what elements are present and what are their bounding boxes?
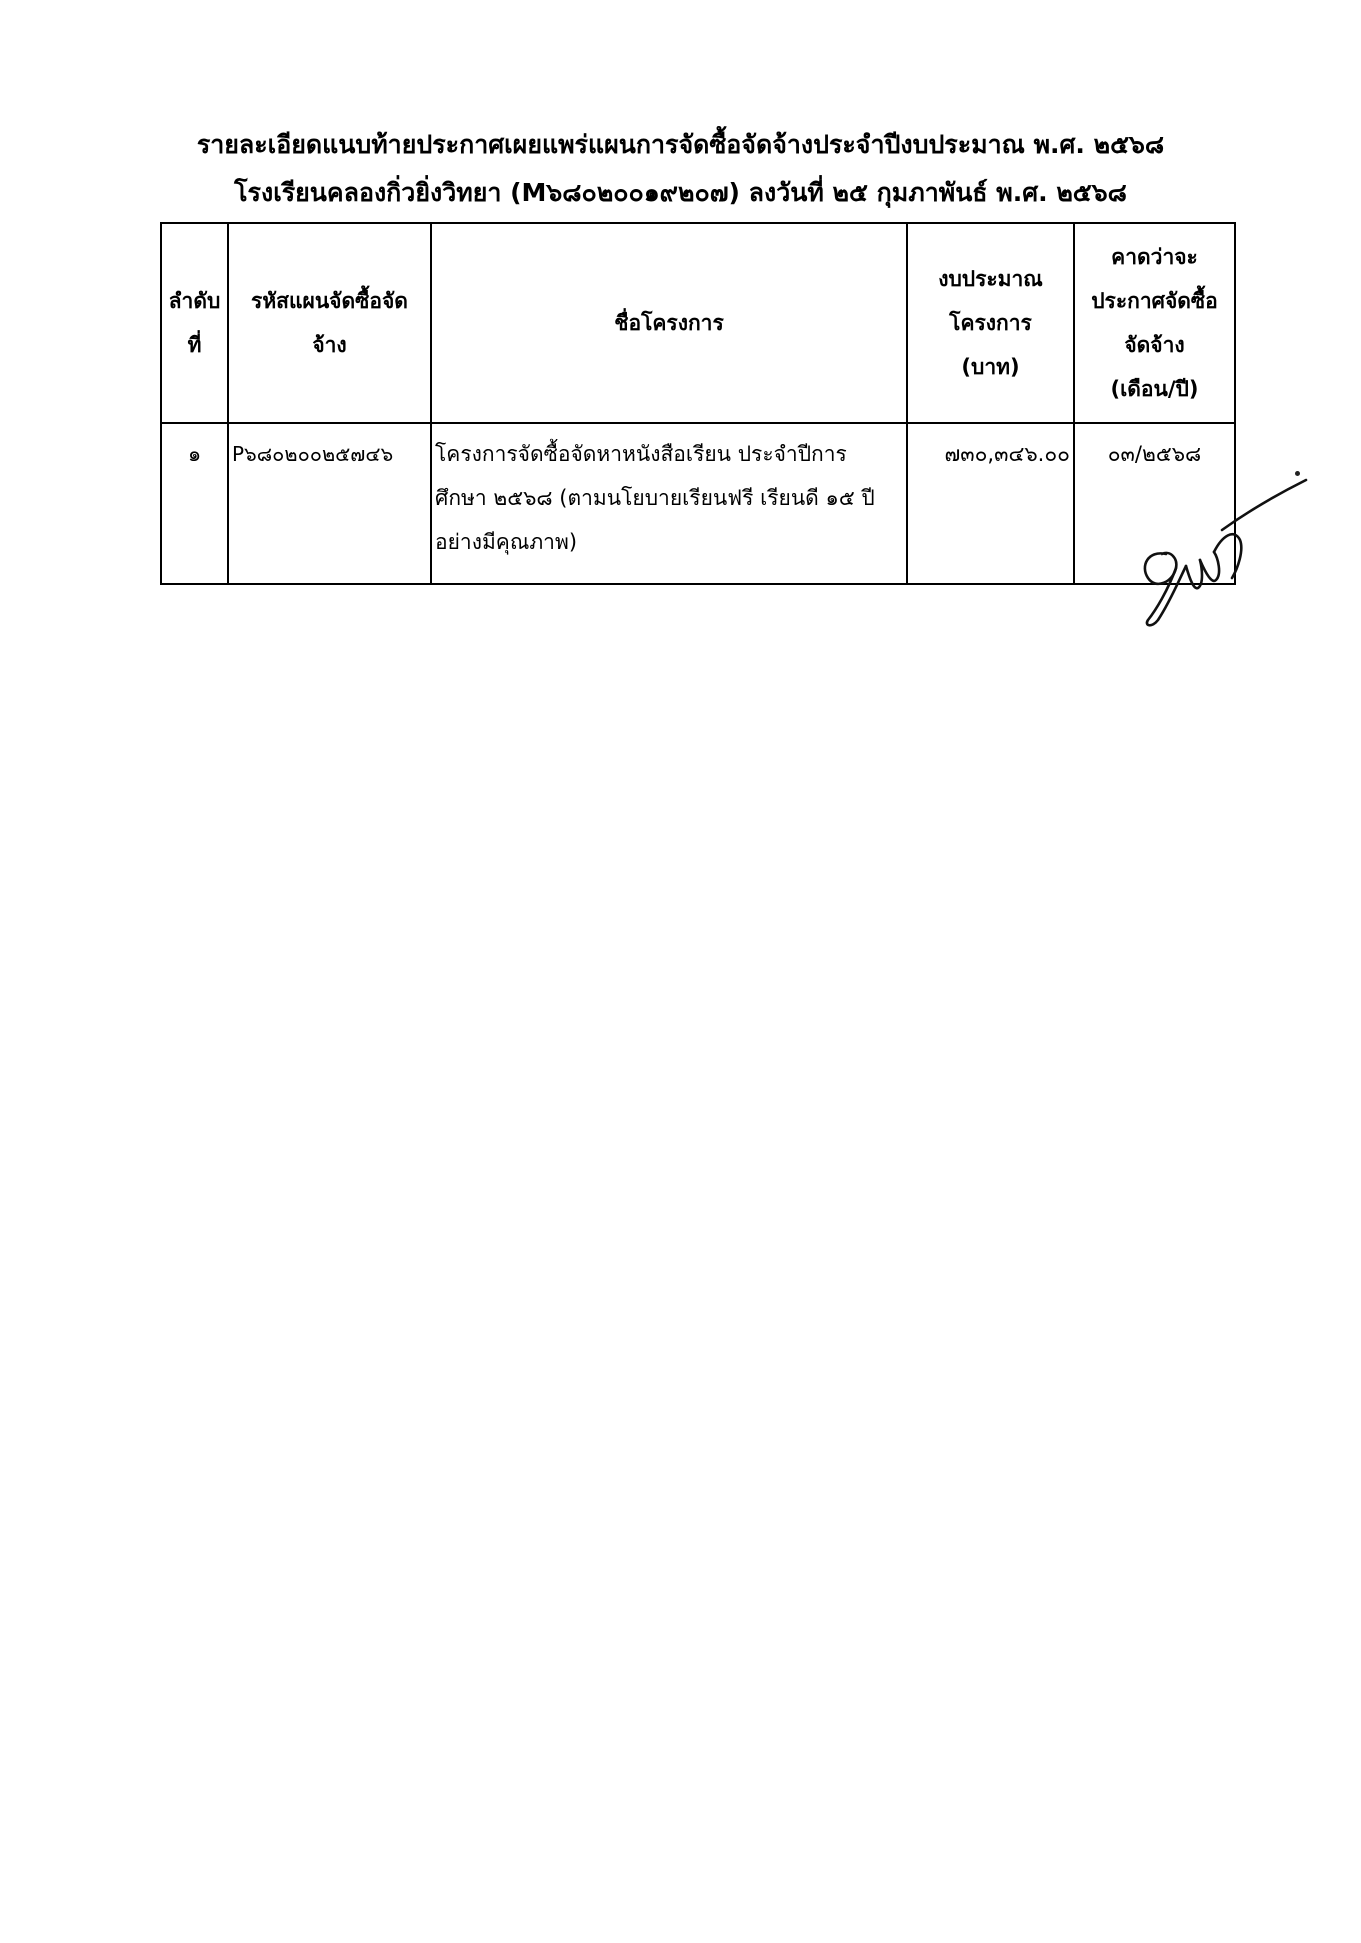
header-budget-line3: (บาท)	[961, 355, 1020, 379]
header-budget-line2: โครงการ	[949, 311, 1032, 335]
header-sequence-no-line1: ลำดับ	[168, 289, 221, 313]
header-expected-date-line2: ประกาศจัดซื้อ	[1091, 289, 1218, 313]
header-plan-code-line2: จ้าง	[312, 333, 347, 357]
document-title: รายละเอียดแนบท้ายประกาศเผยแพร่แผนการจัดซื้อจัดจ้างประจำปีงบประมาณ พ.ศ. ๒๕๖๘	[196, 130, 1165, 159]
header-plan-code-line1: รหัสแผนจัดซื้อจัด	[251, 289, 408, 313]
cell-project-name-line1: โครงการจัดซื้อจัดหาหนังสือเรียน ประจำปีการ	[435, 442, 847, 466]
cell-budget: ๗๓๐,๓๔๖.๐๐	[907, 423, 1074, 584]
header-sequence-no	[161, 223, 228, 423]
header-expected-date-line3: จัดจ้าง	[1124, 333, 1185, 357]
cell-project-name-line3: อย่างมีคุณภาพ)	[435, 530, 578, 554]
scan-speck	[1295, 471, 1300, 476]
header-sequence-no-line2: ที่	[187, 333, 202, 357]
document-subtitle: โรงเรียนคลองกิ่วยิ่งวิทยา (M๖๘๐๒๐๐๑๙๒๐๗) ลงวันที่ ๒๕ กุมภาพันธ์ พ.ศ. ๒๕๖๘	[234, 178, 1127, 207]
header-expected-date-line4: (เดือน/ปี)	[1110, 377, 1199, 401]
header-expected-date	[1074, 223, 1235, 423]
header-expected-date-line1: คาดว่าจะ	[1111, 245, 1198, 269]
header-budget	[907, 223, 1074, 423]
header-project-name	[431, 223, 907, 423]
header-budget-line1: งบประมาณ	[938, 267, 1043, 291]
cell-expected-date: ๐๓/๒๕๖๘	[1074, 423, 1235, 584]
handwritten-signature	[1118, 470, 1318, 640]
header-project-name-text: ชื่อโครงการ	[614, 311, 724, 335]
procurement-plan-table	[160, 222, 1236, 585]
cell-sequence-no: ๑	[161, 423, 228, 584]
header-plan-code	[228, 223, 431, 423]
cell-project-name-line2: ศึกษา ๒๕๖๘ (ตามนโยบายเรียนฟรี เรียนดี ๑๕ ปี	[435, 486, 875, 510]
cell-plan-code: P๖๘๐๒๐๐๒๕๗๔๖	[228, 423, 431, 584]
cell-project-name	[431, 423, 907, 584]
table-row	[161, 423, 1235, 584]
table-header-row	[161, 223, 1235, 423]
